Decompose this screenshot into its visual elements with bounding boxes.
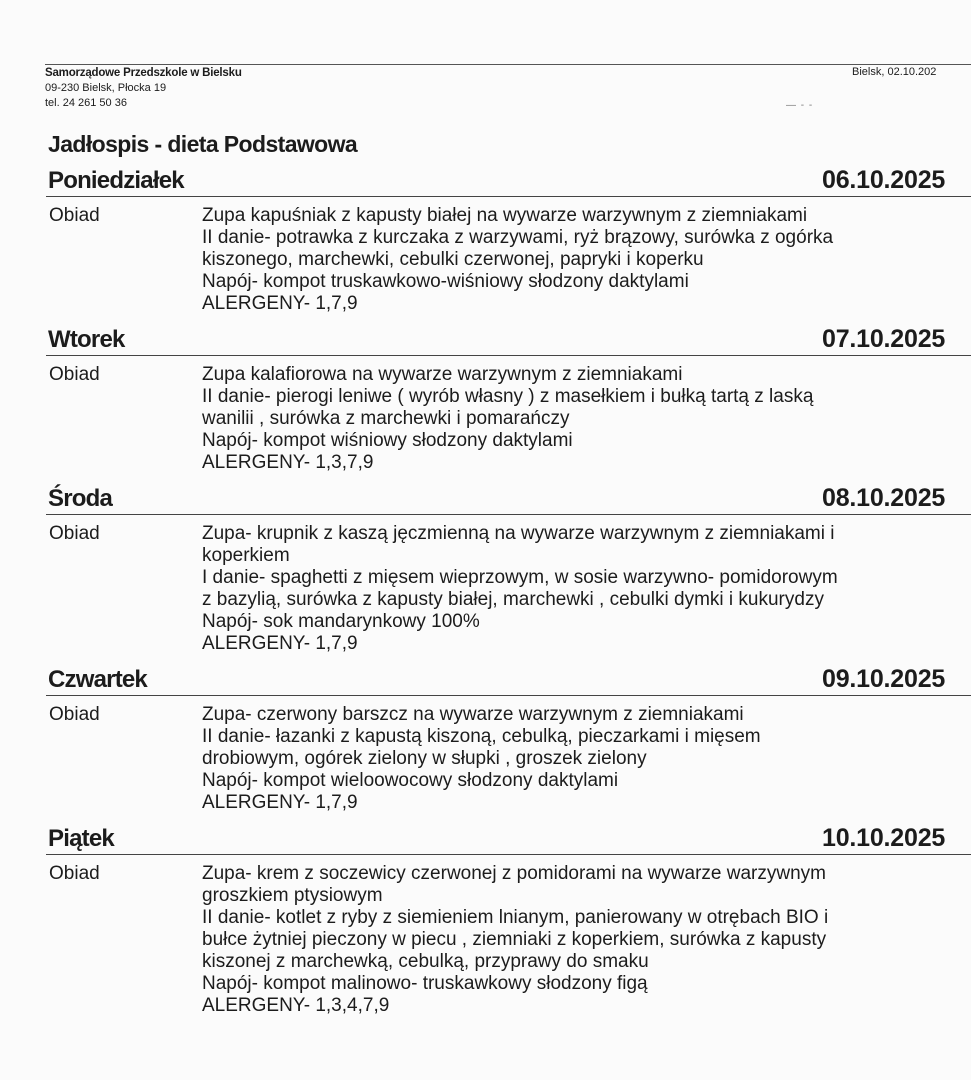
school-phone: tel. 24 261 50 36 — [45, 97, 127, 109]
day-header — [46, 325, 971, 356]
school-header — [45, 66, 242, 111]
meal-row — [46, 205, 971, 325]
day-section-friday — [46, 824, 971, 1016]
meal-line: bułce żytniej pieczony w piecu , ziemniaki z koperkiem, surówka z kapusty — [202, 929, 827, 950]
day-header — [46, 484, 971, 515]
meal-description — [202, 364, 813, 474]
meal-row — [46, 863, 971, 1016]
meal-line: Zupa- krem z soczewicy czerwonej z pomidorami na wywarze warzywnym — [202, 863, 827, 884]
page-title: Jadłospis - dieta Podstawowa — [48, 131, 358, 157]
meal-line: z bazylią, surówka z kapusty białej, marchewki , cebulki dymki i kukurydzy — [202, 589, 824, 610]
school-name: Samorządowe Przedszkole w Bielsku — [45, 67, 242, 79]
allergens-line: ALERGENY- 1,3,7,9 — [202, 452, 374, 473]
meal-label: Obiad — [49, 205, 100, 226]
meal-description — [202, 205, 833, 315]
day-name: Czwartek — [48, 666, 147, 693]
allergens-line: ALERGENY- 1,3,4,7,9 — [202, 995, 390, 1016]
allergens-line: ALERGENY- 1,7,9 — [202, 792, 358, 813]
meal-line: II danie- łazanki z kapustą kiszoną, cebulką, pieczarkami i mięsem — [202, 726, 761, 747]
school-address: 09-230 Bielsk, Płocka 19 — [45, 82, 167, 94]
meal-line: koperkiem — [202, 545, 290, 566]
meal-line: II danie- pierogi leniwe ( wyrób własny ) z masełkiem i bułką tartą z laską — [202, 386, 814, 407]
top-divider — [45, 64, 971, 65]
place-date: Bielsk, 02.10.202 — [852, 66, 937, 78]
meal-line: Zupa- czerwony barszcz na wywarze warzywnym z ziemniakami — [202, 704, 744, 725]
day-header — [46, 166, 971, 197]
meal-line: Zupa kalafiorowa na wywarze warzywnym z ziemniakami — [202, 364, 683, 385]
meal-row — [46, 523, 971, 654]
meal-line: I danie- spaghetti z mięsem wieprzowym, w sosie warzywno- pomidorowym — [202, 567, 838, 588]
day-date: 06.10.2025 — [822, 166, 946, 194]
meal-line: Napój- kompot malinowo- truskawkowy słodzony figą — [202, 973, 648, 994]
day-section-monday — [46, 166, 971, 325]
meal-description — [202, 863, 828, 1017]
allergens-line: ALERGENY- 1,7,9 — [202, 293, 358, 314]
day-name: Środa — [48, 485, 113, 512]
meal-line: groszkiem ptysiowym — [202, 885, 383, 906]
day-name: Piątek — [48, 825, 114, 852]
meal-description — [202, 704, 761, 814]
day-date: 10.10.2025 — [822, 824, 946, 852]
meal-line: Napój- kompot wieloowocowy słodzony daktylami — [202, 770, 619, 791]
day-header — [46, 824, 971, 855]
meal-label: Obiad — [49, 704, 100, 725]
meal-label: Obiad — [49, 523, 100, 544]
meal-description — [202, 523, 838, 655]
meal-line: drobiowym, ogórek zielony w słupki , groszek zielony — [202, 748, 647, 769]
meal-line: Zupa- krupnik z kaszą jęczmienną na wywarze warzywnym z ziemniakami i — [202, 523, 835, 544]
meal-line: kiszonego, marchewki, cebulki czerwonej, papryki i koperku — [202, 249, 704, 270]
meal-line: Napój- sok mandarynkowy 100% — [202, 611, 480, 632]
meal-row — [46, 364, 971, 484]
day-date: 07.10.2025 — [822, 325, 946, 353]
meal-line: II danie- kotlet z ryby z siemieniem lnianym, panierowany w otrębach BIO i — [202, 907, 829, 928]
day-header — [46, 665, 971, 696]
day-section-thursday — [46, 665, 971, 824]
day-section-wednesday — [46, 484, 971, 654]
meal-line: II danie- potrawka z kurczaka z warzywami, ryż brązowy, surówka z ogórka — [202, 227, 834, 248]
day-date: 08.10.2025 — [822, 484, 946, 512]
meal-line: kiszonej z marchewką, cebulką, przyprawy do smaku — [202, 951, 649, 972]
allergens-line: ALERGENY- 1,7,9 — [202, 633, 358, 654]
meal-label: Obiad — [49, 364, 100, 385]
day-section-tuesday — [46, 325, 971, 484]
meal-label: Obiad — [49, 863, 100, 884]
meal-line: Napój- kompot truskawkowo-wiśniowy słodzony daktylami — [202, 271, 689, 292]
meal-row — [46, 704, 971, 824]
day-name: Poniedziałek — [48, 167, 184, 194]
meal-line: Zupa kapuśniak z kapusty białej na wywarze warzywnym z ziemniakami — [202, 205, 808, 226]
dash-marks: — - - — [786, 100, 814, 111]
day-name: Wtorek — [48, 326, 125, 353]
meal-line: wanilii , surówka z marchewki i pomarańczy — [202, 408, 570, 429]
day-date: 09.10.2025 — [822, 665, 946, 693]
meal-line: Napój- kompot wiśniowy słodzony daktylami — [202, 430, 573, 451]
